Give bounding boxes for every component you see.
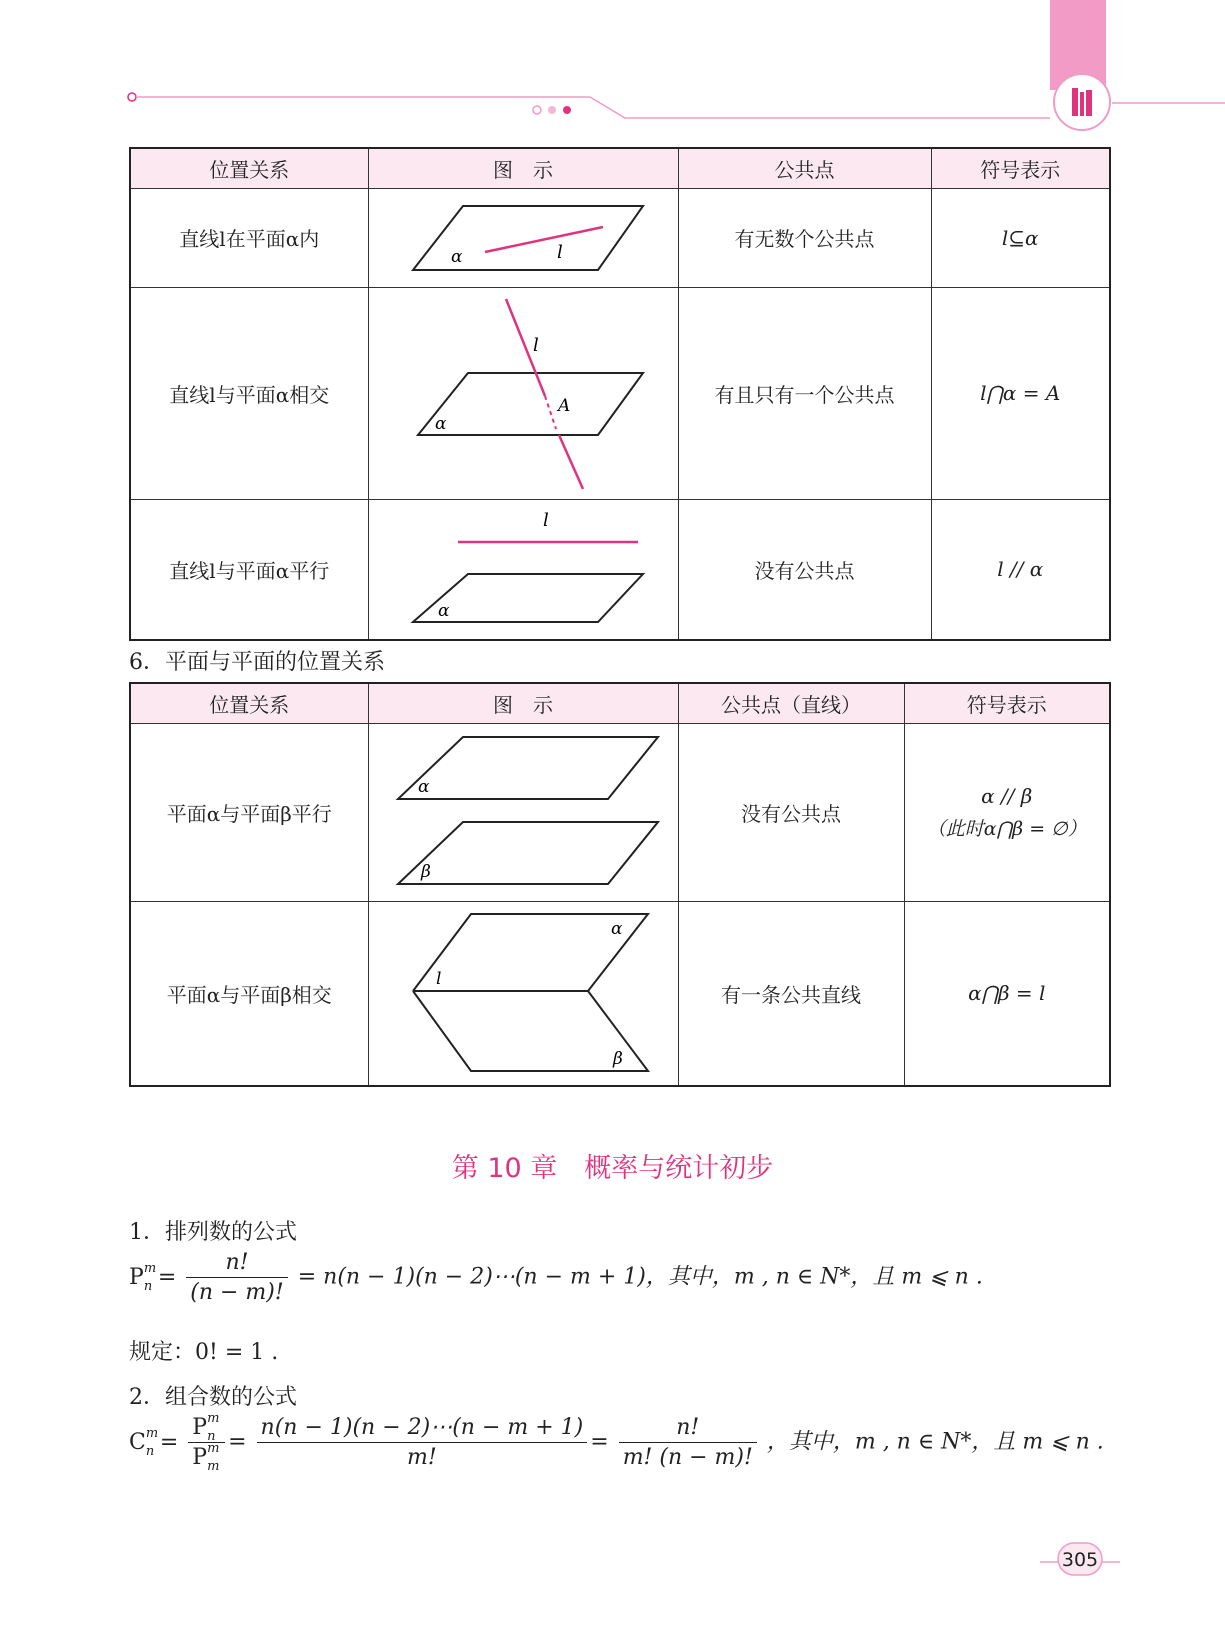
table-row: [130, 901, 1110, 1086]
common-cell: 没有公共点: [678, 499, 931, 640]
fig-label: α: [418, 777, 430, 797]
fig-label: l: [543, 510, 549, 532]
table-row: [130, 287, 1110, 499]
permutation-formula: P m n = $\frac{n!}{(n - m)!}$ = n(n − 1)(n − 2)⋯(n − m + 1)，其中，m , n ∈ N*，且 m ⩽ n .: [129, 1250, 983, 1305]
header-common: 公共点（直线）: [678, 683, 904, 723]
paragraph-combination: 2．组合数的公式: [129, 1385, 297, 1410]
common-cell: 有一条公共直线: [678, 901, 904, 1086]
fig-label: α: [438, 601, 450, 622]
header-common: 公共点: [678, 148, 931, 188]
fraction-denominator: m! (n − m)!: [622, 1445, 753, 1470]
formula-sup: m: [145, 1425, 159, 1441]
fraction-numerator: n!: [186, 1250, 287, 1278]
formula-P: P: [192, 1415, 208, 1440]
symbol-cell: [904, 723, 1110, 901]
table-row: [130, 188, 1110, 287]
line-in-plane-figure: [393, 198, 653, 278]
line-plane-table: [129, 147, 1111, 641]
figure-cell: [368, 901, 678, 1086]
formula-sup: m: [207, 1441, 220, 1456]
relation-cell: 直线l与平面α平行: [130, 499, 368, 640]
fig-label: l: [436, 968, 442, 989]
fig-label: α: [451, 246, 463, 267]
formula-P: P: [192, 1445, 208, 1470]
formula-fraction: [257, 1415, 588, 1470]
formula-rhs: = n(n − 1)(n − 2)⋯(n − m + 1)，其中，m , n ∈ N*，且 m ⩽ n .: [297, 1264, 983, 1290]
fig-label: l: [557, 241, 563, 263]
symbol-cell: l⋂α = A: [931, 287, 1110, 499]
fraction-denominator: [188, 1441, 225, 1474]
symbol-line: α // β: [981, 783, 1033, 808]
symbol-cell: α⋂β = l: [904, 901, 1110, 1086]
symbol-cell: l // α: [931, 499, 1110, 640]
table-header-row: [130, 683, 1110, 723]
formula-fraction: [188, 1411, 225, 1474]
table-header-row: [130, 148, 1110, 188]
figure-cell: [368, 287, 678, 499]
formula-sup: m: [143, 1260, 157, 1276]
fig-label: α: [611, 918, 623, 939]
fraction-denominator: m!: [407, 1445, 437, 1470]
formula-sub: n: [207, 1429, 216, 1444]
page-number: 305: [1061, 1549, 1099, 1571]
formula-P: P: [129, 1264, 144, 1290]
header-decoration: [0, 0, 1225, 140]
fig-label: l: [533, 335, 539, 356]
relation-cell: 直线l与平面α相交: [130, 287, 368, 499]
planes-intersect-figure: [383, 906, 663, 1081]
header-figure: 图 示: [368, 683, 678, 723]
relation-cell: 平面α与平面β平行: [130, 723, 368, 901]
fraction-numerator: [188, 1411, 225, 1444]
formula-sub: n: [143, 1278, 153, 1294]
header-figure: 图 示: [368, 148, 678, 188]
fraction-numerator: n(n − 1)(n − 2)⋯(n − m + 1): [257, 1415, 588, 1443]
formula-sup: m: [207, 1411, 220, 1426]
table-row: [130, 723, 1110, 901]
line-intersect-plane-figure: [393, 293, 653, 493]
formula-symbol: [192, 1441, 220, 1474]
header-relation: 位置关系: [130, 683, 368, 723]
paragraph-permutation: 1．排列数的公式: [129, 1220, 297, 1245]
combination-formula: C m n = P m n P m m = $\frac{n(n - 1)(n - 2)\cdots(n - m + 1)}{m!}$ = $\frac{n!}{m! (n - m)!}$ ，其中，m , n ∈ N*，且 m ⩽ n .: [129, 1411, 1104, 1474]
relation-cell: 直线l在平面α内: [130, 188, 368, 287]
fig-label: α: [435, 414, 447, 434]
symbol-note: （此时α⋂β = ∅）: [926, 817, 1087, 840]
header-symbol: 符号表示: [931, 148, 1110, 188]
formula-tail: ，其中，m , n ∈ N*，且 m ⩽ n .: [766, 1429, 1104, 1455]
fig-label: A: [558, 396, 571, 416]
header-relation: 位置关系: [130, 148, 368, 188]
common-cell: 有且只有一个公共点: [678, 287, 931, 499]
line-parallel-plane-figure: [393, 504, 653, 634]
formula-symbol: [129, 1260, 157, 1294]
fig-label: β: [421, 862, 431, 882]
fig-label: β: [613, 1048, 623, 1069]
page-number-badge: [1040, 1540, 1120, 1578]
table-row: [130, 499, 1110, 640]
formula-symbol: [192, 1411, 220, 1444]
common-cell: 有无数个公共点: [678, 188, 931, 287]
formula-sub: n: [145, 1443, 155, 1459]
planes-parallel-figure: [383, 727, 663, 897]
figure-cell: [368, 499, 678, 640]
formula-sub: m: [207, 1459, 220, 1474]
fraction-numerator: n!: [619, 1415, 757, 1443]
formula-C: C: [129, 1429, 146, 1455]
figure-cell: [368, 723, 678, 901]
header-symbol: 符号表示: [904, 683, 1110, 723]
book-icon: [1050, 70, 1114, 134]
paragraph-rule: 规定：0! = 1 .: [129, 1340, 279, 1365]
plane-plane-table: [129, 682, 1111, 1087]
formula-fraction: [186, 1250, 287, 1305]
relation-cell: 平面α与平面β相交: [130, 901, 368, 1086]
formula-symbol: [129, 1425, 159, 1459]
section-heading: 6．平面与平面的位置关系: [129, 650, 385, 675]
formula-fraction: [619, 1415, 757, 1470]
figure-cell: [368, 188, 678, 287]
symbol-cell: l⊆α: [931, 188, 1110, 287]
fraction-denominator: (n − m)!: [190, 1280, 284, 1305]
common-cell: 没有公共点: [678, 723, 904, 901]
chapter-title: 第 10 章 概率与统计初步: [451, 1153, 774, 1184]
